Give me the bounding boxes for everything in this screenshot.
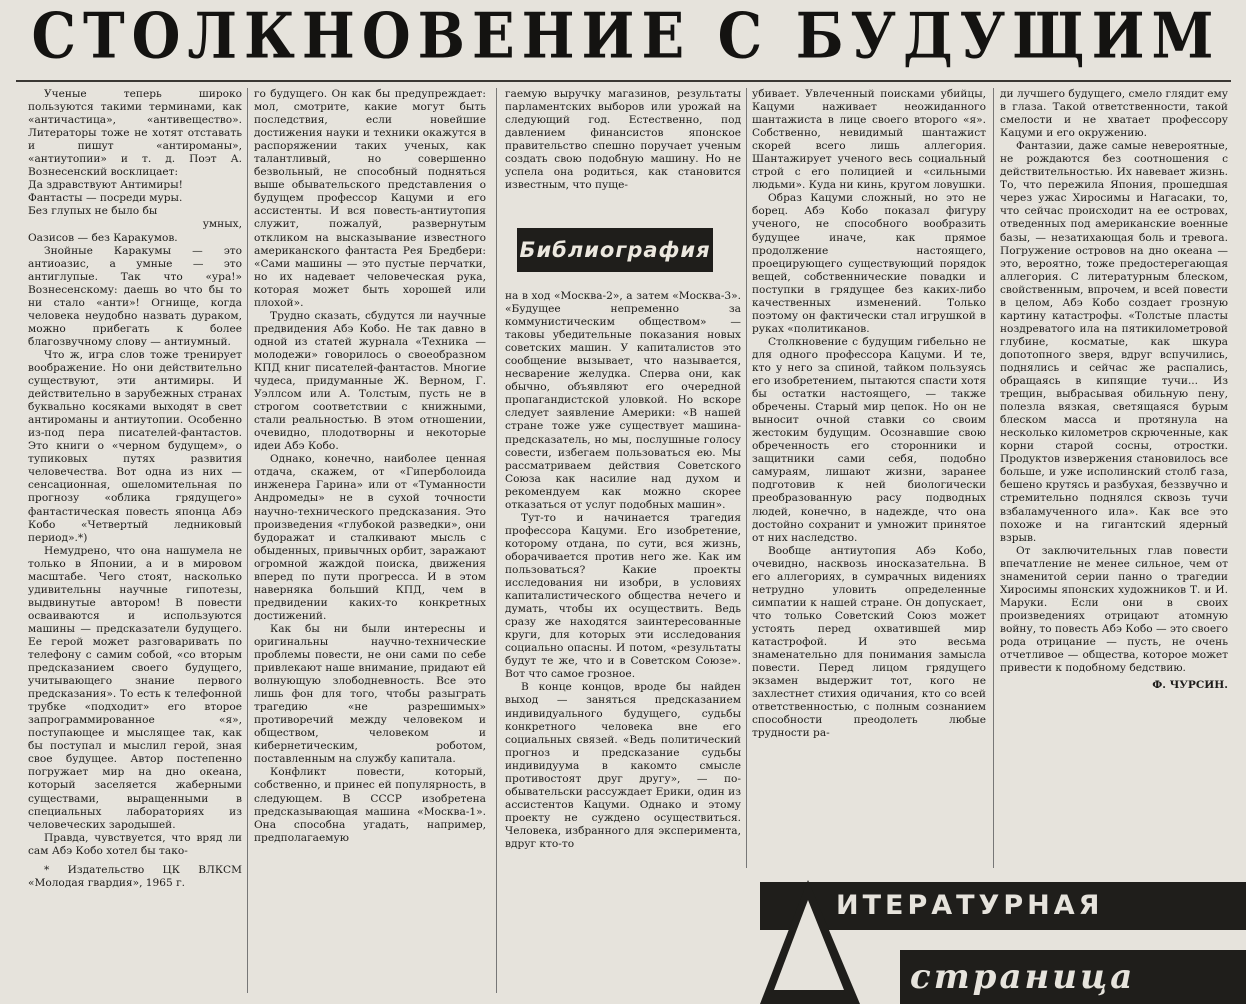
paragraph: го будущего. Он как бы предупреждает: мол, смотрите, какие могут быть последствия, если новейшие достижения науки и техники окажутся в распоряжении таких ученых, как талантливый, но совершенно безвольный, не способный подняться выше обывательского представления о будущем профессор Кацуми и его ассистенты. И вся повесть-антиутопия служит, пожалуй, развернутым откликом на высказывание известного американского фантаста Рея Бредбери: «Сами машины — это пустые перчатки, но их надевает человеческая рука, которая может быть хорошей или плохой».: [254, 88, 486, 309]
paragraph: Фантазии, даже самые невероятные, не рождаются без соотношения с действительностью. Их навевает жизнь. То, что пережила Япония, прошедшая через ужас Хиросимы и Нагасаки, то, что сейчас происходит на ее островах, отведенных под американские военные базы, — незатихающая боль и тревога. Погружение островов на дно океана — это, вероятно, тоже предостерегающая аллегория. С литературным блеском, свойственным, впрочем, и всей повести в целом, Абэ Кобо создает грозную картину катастрофы. «Толстые пласты ноздреватого ила на пятикилометровой глубине, косматые, как шкура допотопного зверя, вдруг вспучились, поднялись и сейчас же распались, обращаясь в кипящие тучи... Из трещин, выбрасывая обильную пену, полезла вязкая, светящаяся бурым блеском масса и протянула на несколько километров скрюченные, как корни старой сосны, отростки. Продуктов извержения становилось все больше, и уже исполинский столб газа, бешено крутясь и разбухая, беззвучно и стремительно поднялся сквозь тучи взбаламученного ила». Как все это похоже и на гигантский ядерный взрыв.: [1000, 140, 1228, 544]
paragraph: Вообще антиутопия Абэ Кобо, очевидно, насквозь иносказательна. В его аллегориях, в сумрачных видениях нетрудно уловить определенные симпатии к нашей стране. Он допускает, что только Советский Союз может устоять перед охватившей мир катастрофой. И это весьма знаменательно для понимания замысла повести. Перед лицом грядущего экзамен выдержит тот, кого не захлестнет стихия одичания, кто со всей ответственностью, с полным сознанием способности преодолеть любые трудности ра-: [752, 544, 986, 740]
paragraph: ди лучшего будущего, смело глядит ему в глаза. Такой ответственности, такой смелости и не хватает профессору Кацуми и его окружению.: [1000, 88, 1228, 140]
column-separator: [496, 88, 497, 993]
footnote: * Издательство ЦК ВЛКСМ «Молодая гвардия», 1965 г.: [28, 863, 242, 889]
article-column-5: [1000, 88, 1228, 858]
headline-rule: [16, 80, 1231, 82]
article-column-3-top: [505, 88, 741, 216]
author-signature: Ф. ЧУРСИН.: [1152, 679, 1228, 692]
paragraph: От заключительных глав повести впечатление не менее сильное, чем от знаменитой серии панно о трагедии Хиросимы японских художников Т. и И. Маруки. Если они в своих произведениях отрицают атомную войну, то повесть Абэ Кобо — это своего рода отрицание — пусть, не очень отчетливое — общества, которое может привести к подобному бедствию.: [1000, 544, 1228, 675]
poem-line: Без глупых не было бы: [28, 205, 158, 218]
paragraph: Столкновение с будущим гибельно не для одного профессора Кацуми. И те, кто у него за спиной, тайком пользуясь его изобретением, пытаются спасти хотя бы остатки настоящего, — также обречены. Старый мир цепок. Но он не выносит очной ставки со своим жестоким будущим. Осознавшие свою обреченность его сторонники и защитники сами себя, подобно самураям, лишают жизни, заранее подготовив к ней биологически преобразованную расу подводных людей, конечно, в надежде, что она достойно сохранит и умножит принятое от них наследство.: [752, 335, 986, 544]
poem-line: Да здравствуют Антимиры!: [28, 179, 183, 192]
paragraph: Тут-то и начинается трагедия профессора Кацуми. Его изобретение, которому отдана, по сути, вся жизнь, оборачивается против него же. Как им пользоваться? Какие проекты исследования ни изобри, в условиях капиталистического общества нечего и думать, чтобы их осуществить. Ведь сразу же находятся заинтересованные круги, для которых эти исследования социально опасны. И потом, «результаты будут те же, что и в Советском Союзе». Вот что самое грозное.: [505, 511, 741, 681]
article-column-2: [254, 88, 486, 993]
literary-page-banner: [760, 878, 1246, 1004]
paragraph: Знойные Каракумы — это антиоазис, а умные — это антиглупые. Так что «ура!» Вознесенскому: даешь во что бы то ни стало «анти»! Огнище, когда человека неудобно назвать дураком, можно прибегать к более благозвучному слову — антиумный.: [28, 244, 242, 348]
paragraph: Трудно сказать, сбудутся ли научные предвидения Абэ Кобо. Не так давно в одной из статей журнала «Техника — молодежи» говорилось о своеобразном КПД книг писателей-фантастов. Многие чудеса, придуманные Ж. Верном, Г. Уэллсом или А. Толстым, пусть не в строгом соответствии с книжными, стали реальностью. В этом отношении, очевидно, плодотворны и некоторые идеи Абэ Кобо.: [254, 309, 486, 453]
column-separator: [247, 88, 248, 993]
paragraph: Однако, конечно, наиболее ценная отдача, скажем, от «Гиперболоида инженера Гарина» или от «Туманности Андромеды» не в сухой точности научно-технического предсказания. Это произведения «глубокой разведки», они будоражат и сталкивают мысль с обыденных, привычных орбит, заражают огромной жаждой поиска, движения вперед по пути прогресса. И в этом наверняка больший КПД, чем в предвидении каких-то конкретных достижений.: [254, 453, 486, 622]
paragraph: на в ход «Москва-2», а затем «Москва-3». «Будущее непременно за коммунистическим обществом» — таковы убедительные показания новых советских машин. У капиталистов это сообщение вызывает, что называется, несварение желудка. Сперва они, как обычно, объявляют его очередной пропагандистской уловкой. Но вскоре следует заявление Америки: «В нашей стране тоже уже существует машина-предсказатель, но мы, послушные голосу совести, избегаем пользоваться ею. Мы рассматриваем действия Советского Союза как насилие над духом и рекомендуем как можно скорее отказаться от услуг подобных машин».: [505, 290, 741, 511]
article-column-1: [28, 88, 242, 998]
headline: СТОЛКНОВЕНИЕ С БУДУЩИМ: [31, 0, 1221, 73]
paragraph: В конце концов, вроде бы найден выход — заняться предсказанием индивидуального будущего, судьбы конкретного человека вне его социальных связей. «Ведь политический прогноз и предсказание судьбы индивидуума в какомто смысле противостоят друг другу», — по-обывательски рассуждает Ерики, один из ассистентов Кацуми. Однако и этому проекту не суждено осуществиться. Человека, избранного для эксперимента, вдруг кто-то: [505, 681, 741, 850]
column-separator: [746, 88, 747, 868]
article-column-3-bottom: [505, 290, 741, 998]
poem-line: Фантасты — посреди муры.: [28, 192, 183, 205]
paragraph: Ученые теперь широко пользуются такими терминами, как «античастица», «антивещество». Литераторы тоже не хотят отставать и пишут «антироманы», «антиутопии» и т. д. Поэт А. Вознесенский восклицает:: [28, 88, 242, 179]
paragraph: Конфликт повести, который, собственно, и принес ей популярность, в следующем. В СССР изобретена предсказывающая машина «Москва-1». Она способна угадать, например, предполагаемую: [254, 766, 486, 844]
paragraph: убивает. Увлеченный поисками убийцы, Кацуми наживает неожиданного шантажиста в лице своего второго «я». Собственно, невидимый шантажист скорей всего лишь аллегория. Шантажирует ученого весь социальный строй с его полицией и «сильными людьми». Куда ни кинь, кругом ловушки.: [752, 88, 986, 192]
poem-line: умных,: [202, 218, 242, 231]
poem-line: Оазисов — без Каракумов.: [28, 231, 178, 244]
column-separator: [993, 88, 994, 868]
paragraph: гаемую выручку магазинов, результаты парламентских выборов или урожай на следующий год. Естественно, под давлением финансистов японское правительство спешно поручает ученым создать свою подобную машину. Но не успела она родиться, как становится известным, что пуще-: [505, 88, 741, 192]
paragraph: Как бы ни были интересны и оригинальны научно-технические проблемы повести, не они сами по себе привлекают наше внимание, придают ей волнующую злободневность. Все это лишь фон для того, чтобы разыграть трагедию «не разрешимых» противоречий между человеком и обществом, человеком и кибернетическим, роботом, поставленным на службу капитала.: [254, 622, 486, 766]
paragraph: Немудрено, что она нашумела не только в Японии, а и в мировом масштабе. Чего стоят, насколько удивительны научные гипотезы, выдвинутые автором! В повести осваиваются и используются машины — предсказатели будущего. Ее герой может разговаривать по телефону с самим собой, «со вторым предсказанием своего будущего, учитывающего знание первого предсказания». То есть к телефонной трубке «подходит» его второе запрограммированное «я», поступающее и мыслящее так, как бы поступал и мыслил герой, зная свое будущее. Автор постепенно погружает мир на дно океана, который заселяется жаберными существами, выращенными в специальных лабораториях из человеческих зародышей.: [28, 544, 242, 831]
banner-word-literary: ИТЕРАТУРНАЯ: [836, 890, 1104, 921]
article-column-4: [752, 88, 986, 858]
banner-word-page: страница: [910, 957, 1136, 997]
paragraph: Образ Кацуми сложный, но это не борец. Абэ Кобо показал фигуру ученого, не способного вообразить будущее иначе, как прямое продолжение настоящего, проецирующего существующий порядок вещей, собственнические повадки и поступки в грядущее без каких-либо качественных изменений. Только поэтому он фактически стал игрушкой в руках «политиканов.: [752, 192, 986, 335]
bibliography-rubric: Библиография: [517, 228, 713, 272]
paragraph: Правда, чувствуется, что вряд ли сам Абэ Кобо хотел бы тако-: [28, 831, 242, 857]
paragraph: Что ж, игра слов тоже тренирует воображение. Но они действительно существуют, эти антимиры. И действительно в зарубежных странах буквально косяками выходят в свет антироманы и антиутопии. Особенно из-под пера писателей-фантастов. Это книги о «черном будущем», о тупиковых путях развития человечества. Вот одна из них — сенсационная, ошеломительная по прогнозу «облика грядущего» фантастическая повесть японца Абэ Кобо «Четвертый ледниковый период».*): [28, 348, 242, 544]
